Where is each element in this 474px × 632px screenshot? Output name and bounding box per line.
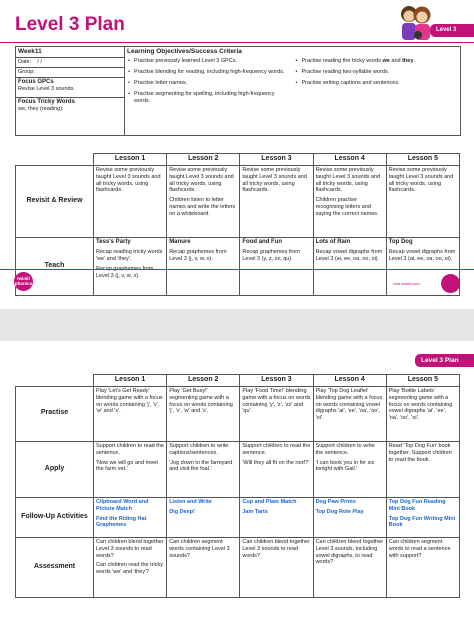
group-field[interactable]: Group: xyxy=(16,68,125,78)
objective-item: • Practise letter names. xyxy=(128,80,290,87)
activity-link[interactable]: Clipboard Word and Picture Match xyxy=(96,498,149,512)
row-label: Teach xyxy=(16,237,94,295)
table-row xyxy=(16,497,460,537)
table-row xyxy=(16,237,460,295)
row-label: Assessment xyxy=(16,537,94,597)
objectives-left-list xyxy=(125,57,293,109)
lesson-header: Lesson 3 xyxy=(240,154,313,166)
objectives-right-list xyxy=(293,57,461,109)
table-cell: Read 'Top Dog Fun' book together. Support children to read the book. xyxy=(386,441,459,497)
table-cell xyxy=(313,497,386,537)
level-tag: Level 3 xyxy=(430,24,474,37)
lesson-header: Lesson 3 xyxy=(240,375,313,387)
table-cell: Manure Recap graphemes from Level 3 (j, v, w, x). xyxy=(167,237,240,295)
objective-item: • Practise blending for reading, including high-frequency words. xyxy=(128,69,290,76)
table-cell: Can children blend together Level 3 sounds, including vowel digraphs, to read words? xyxy=(313,537,386,597)
page-two xyxy=(0,341,474,632)
table-cell xyxy=(94,497,167,537)
lesson-header: Lesson 1 xyxy=(94,154,167,166)
objective-item: • Practise reading the tricky words we and they. xyxy=(296,58,458,65)
lesson-plan-table-2 xyxy=(15,374,460,598)
lesson-header: Lesson 4 xyxy=(313,154,386,166)
table-cell: Top Dog Recap vowel digraphs from Level 3 (ai, ee, oa, oo, oi). xyxy=(386,237,459,295)
table-cell: Play 'Get Busy!' segmenting game with a focus on words containing 'j', 'v', 'w' and 'x'. xyxy=(167,386,240,441)
table-cell: Support children to write captions/sentences. 'Jog down to the farmyard and visit the foal.' xyxy=(167,441,240,497)
header-rule xyxy=(0,42,474,43)
table-cell: Revise some previously taught Level 3 sounds and all tricky words, using flashcards. Children practise recognising letters and saying the correct names. xyxy=(313,165,386,237)
activity-link[interactable]: Jam Tarts xyxy=(242,508,268,515)
activity-link[interactable]: Top Dog Role Play xyxy=(315,508,364,515)
lesson-header: Lesson 2 xyxy=(167,154,240,166)
table-cell: Play 'Top Dog Leaflet' blending game with a focus on words containing vowel digraphs 'ai', 'ee', 'oa', 'oo', 'oi'. xyxy=(313,386,386,441)
row-label: Practise xyxy=(16,386,94,441)
page-gap xyxy=(0,309,474,341)
level-plan-tag: Level 3 Plan xyxy=(415,354,474,367)
activity-link[interactable]: Dog Paw Prints xyxy=(315,498,356,505)
table-cell: Play 'Let's Get Ready' blending game with a focus on words containing 'j', 'v', 'w' and 'x'. xyxy=(94,386,167,441)
page-one xyxy=(0,0,474,309)
table-row xyxy=(16,165,460,237)
table-cell: Support children to write the sentence. 'I can book you in for six tonight with Gail.' xyxy=(313,441,386,497)
page-title: Level 3 Plan xyxy=(15,14,125,35)
table-row xyxy=(16,441,460,497)
table-cell: Support children to read the sentence. 'Now we will go and meet the farm vet.' xyxy=(94,441,167,497)
table-cell: Can children segment words to read a sentence with support? xyxy=(386,537,459,597)
children-avatar-icon xyxy=(398,2,434,42)
activity-link[interactable]: Cup and Plate Match xyxy=(242,498,297,505)
table-row xyxy=(16,537,460,597)
table-cell: Revise some previously taught Level 3 sounds and all tricky words, using flashcards. xyxy=(94,165,167,237)
lesson-header: Lesson 2 xyxy=(167,375,240,387)
objective-item: • Practise reading two-syllable words. xyxy=(296,69,458,76)
table-cell: Can children blend together Level 3 sounds to read words? xyxy=(240,537,313,597)
table-cell: Play 'Bottle Labels' segmenting game with a focus on words containing vowel digraphs 'ai', 'ee', 'oa', 'oo', 'oi'. xyxy=(386,386,459,441)
row-label: Revisit & Review xyxy=(16,165,94,237)
table-cell: Tess's Party Recap reading tricky words 'we' and 'they'. Level 3 (j, v, w, x). xyxy=(94,237,167,295)
table-cell xyxy=(240,497,313,537)
table-cell: Revise some previously taught Level 3 sounds and all tricky words, using flashcards. xyxy=(240,165,313,237)
table-cell: Can children blend together Level 3 sounds to read words? Can children read the tricky words 'we' and 'they'? xyxy=(94,537,167,597)
table-cell: Food and Fun Recap graphemes from Level 3 (y, z, zz, qu). xyxy=(240,237,313,295)
twinkl-badge-icon xyxy=(441,274,460,293)
lesson-plan-table-1 xyxy=(15,153,460,296)
table-cell: Revise some previously taught Level 3 sounds and all tricky words, using flashcards. xyxy=(386,165,459,237)
lesson-header: Lesson 5 xyxy=(386,154,459,166)
row-label: Follow-Up Activities xyxy=(16,497,94,537)
row-label: Apply xyxy=(16,441,94,497)
table-cell: Play 'Food Time!' blending game with a focus on words containing 'y', 'z', 'zz' and 'qu'. xyxy=(240,386,313,441)
activity-link[interactable]: Top Dog Fun Reading Mini Book xyxy=(388,498,446,512)
objective-item: • Practise segmenting for spelling, including high-frequency words. xyxy=(128,91,290,105)
week-overview-table xyxy=(15,46,461,136)
table-row xyxy=(16,386,460,441)
footer-rule xyxy=(0,269,474,270)
activity-link[interactable]: Find the Riding Hat Graphemes xyxy=(96,515,147,529)
activity-link[interactable]: Dig Deep! xyxy=(169,508,195,515)
focus-gpcs: Focus GPCs Revise Level 3 sounds. xyxy=(16,77,125,97)
activity-link[interactable]: Listen and Write xyxy=(169,498,212,505)
lesson-header: Lesson 1 xyxy=(94,375,167,387)
objective-item: • Practise writing captions and sentences. xyxy=(296,80,458,87)
lesson-header: Lesson 5 xyxy=(386,375,459,387)
table-cell: Lots of Rain Recap vowel digraphs from Level 3 (ai, ee, oa, oo, oi). xyxy=(313,237,386,295)
objectives-header: Learning Objectives/Success Criteria xyxy=(127,48,242,55)
table-cell: Revise some previously taught Level 3 sounds and all tricky words, using flashcards. Children listen to letter names and write the letters on a whiteboard. xyxy=(167,165,240,237)
footer-url[interactable]: visit twinkl.com xyxy=(393,281,420,286)
focus-tricky-words: Focus Tricky Words we, they (reading). xyxy=(16,97,125,135)
lesson-header: Lesson 4 xyxy=(313,375,386,387)
table-cell xyxy=(386,497,459,537)
objectives-cell xyxy=(125,47,461,136)
table-cell xyxy=(167,497,240,537)
table-cell: Support children to read the sentence. 'Will they all fit on the roof?' xyxy=(240,441,313,497)
week-label: Week11 xyxy=(16,47,125,58)
table-cell: Can children segment words containing Level 3 sounds? xyxy=(167,537,240,597)
objective-item: • Practise previously learned Level 3 GPCs. xyxy=(128,58,290,65)
activity-link[interactable]: Top Dog Fun Writing Mini Book xyxy=(388,515,456,529)
date-field[interactable]: Date: / / xyxy=(16,58,125,68)
twinkl-logo-icon: twinkl phonics xyxy=(14,272,33,291)
